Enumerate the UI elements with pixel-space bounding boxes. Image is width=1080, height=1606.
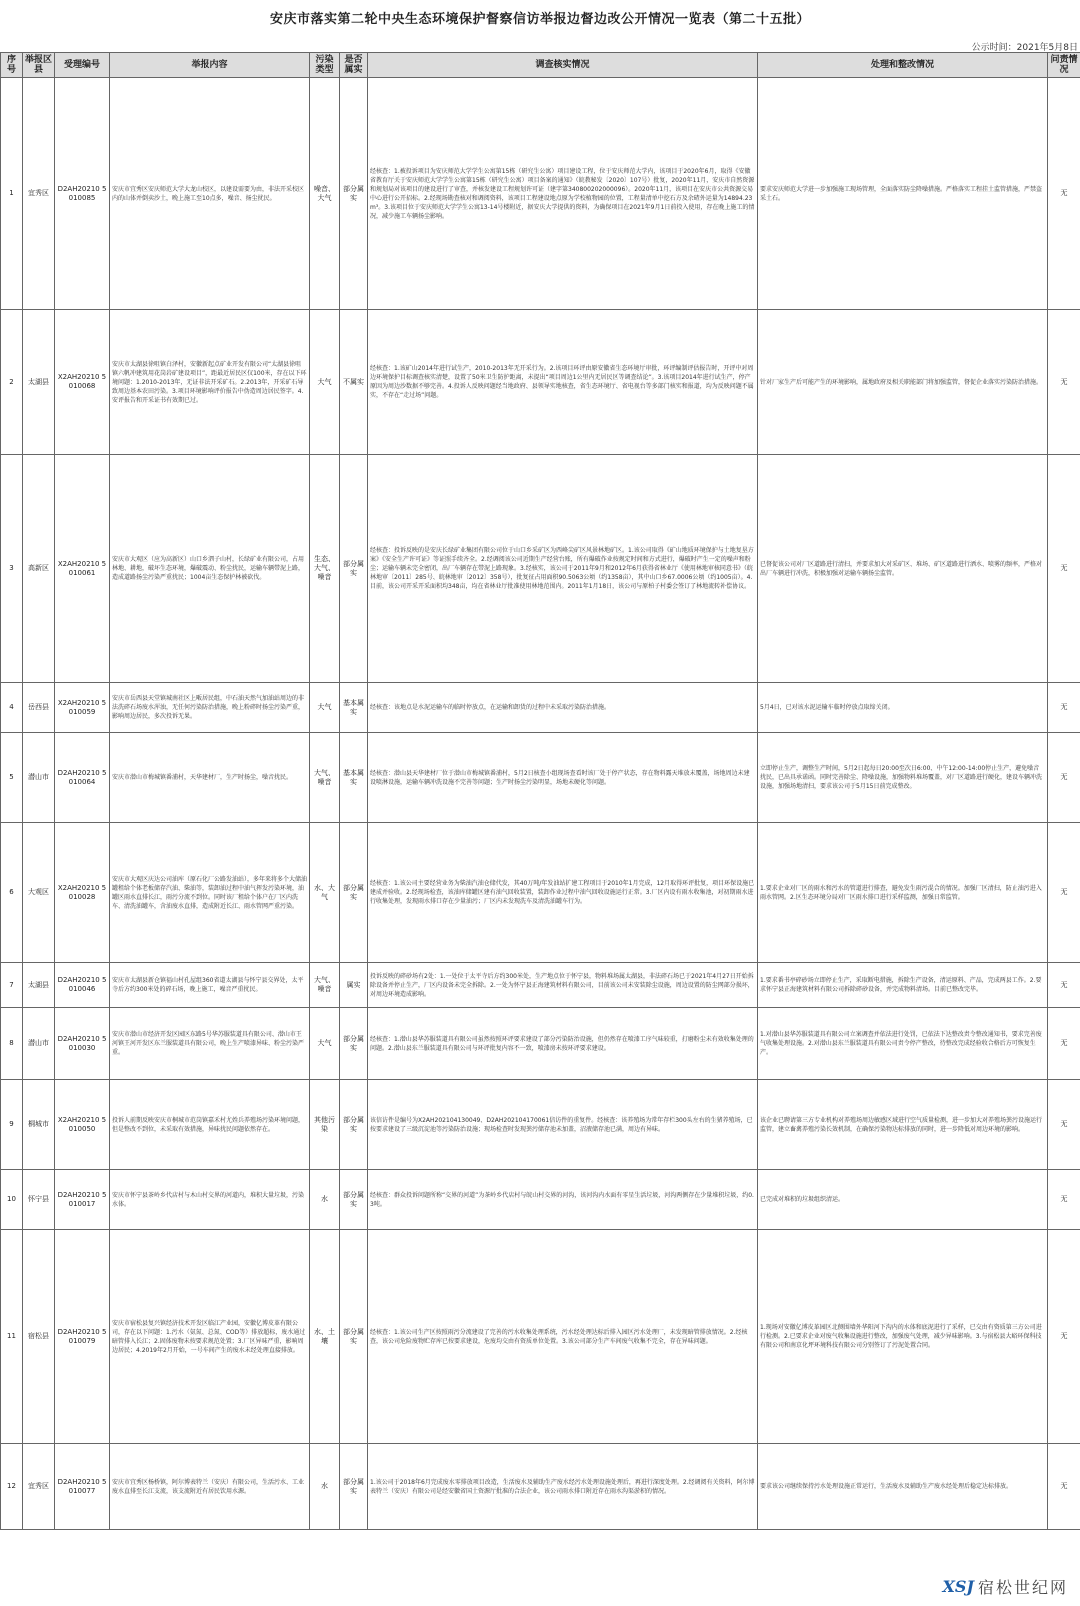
row-survey: 经核查：1.潜山县华苏服装道具有限公司虽然按照环评要求建设了部分污染防治设施，但仍然存在喷漆工序气味较重，打磨粉尘未有效收集处理的问题。2.潜山县东兰服装道具有限公司与环评批复内容不一致，喷漆房未按环评要求建设。 — [368, 1008, 758, 1080]
row-content: 安庆市宜秀区安庆师范大学大龙山校区，以建设需要为由，非法开采校区内的山体并倒卖沙土，晚上施工至10点多，噪音、扬尘扰民。 — [110, 78, 310, 310]
row-content: 安庆市岳西县天堂镇城南社区上畈居民组，中石油天然气加油站周边的非法洗碎石场废水浑浊，无任何污染防治措施，晚上粉碎时扬尘污染严重，影响周边居民，多次投诉无果。 — [110, 683, 310, 733]
row-survey: 该信访件是编号为X2AH202104130049、D2AH202104170061信访件的重复件。经核查：该养殖场为常年存栏300头左右的生猪养殖场，已按要求建设了三级沉淀池等污染防治设施；现场检查时发现粪污储存池未加盖，沼液储存池已满，周边有异味。 — [368, 1080, 758, 1170]
row-pollution-type: 水、土壤 — [310, 1230, 340, 1444]
row-pollution-type: 水 — [310, 1170, 340, 1230]
row-district: 高新区 — [23, 455, 55, 683]
row-code: X2AH20210 5010068 — [55, 310, 110, 455]
row-is-true: 部分属实 — [340, 1080, 368, 1170]
header-type: 污染类型 — [310, 53, 340, 78]
row-accountability: 无 — [1048, 1170, 1080, 1230]
row-content: 安庆市大观区庆达公司油库（原石化厂公路发油站），多年来将多个大储油罐租给个体老板储存汽油、柴油等，装卸油过程中油气挥发污染环境，油罐区雨水直排长江，雨污分流不到位。同时该厂租给个体户在厂区内洗车、清洗油罐车，含油废水直排，造成附近长江、雨水管网严重污染。 — [110, 823, 310, 963]
row-result: 已完成对堆积的垃圾组织清运。 — [758, 1170, 1048, 1230]
row-result: 1.要求番书亭碎砂场立即停止生产，采取断电措施，拆除生产设备，清运原料、产品，完成两县工作。2.要求怀宁县正海建筑材料有限公司拆除碎砂设备，并完成物料清场。目前已整改完毕。 — [758, 963, 1048, 1008]
row-accountability: 无 — [1048, 1008, 1080, 1080]
row-survey: 经核查：1.被投诉项目为安庆师范大学学生公寓第15栋（研究生公寓）项目建设工程，位于安庆师范大学内，该项目于2020年6月，取得《安徽省教育厅关于安庆师范大学学生公寓第15栋（研究生公寓）项目备案的通知》（皖教秘发〔2020〕107号）批复，2020年11月，安庆市自然资源和规划局对该项目的建设进行了审查，并核发建设工程规划许可证（建字第340800202000096）。2020年11月，该项目在安庆市公共资源交易中心进行公开招标。2.经现场勘查核对和调阅资料，该项目工程建设地点原为学校植物园的位置，工程量清单中挖石方及余碴外运量为14894.23m³。3.该项目位于安庆师范大学学生公寓13-14号楼附近，据安庆大学提供的资料，为确保项目在2021年9月1日前投入使用，存在晚上施工的情况，减少施工车辆扬尘影响。 — [368, 78, 758, 310]
row-survey: 经核查：潜山县天华建材厂位于潜山市梅城镇番浦村，5月2日核查小组现场查看时该厂处于停产状态，存在物料露天堆放未覆盖，场地周边未建设喷淋设施，运输车辆冲洗设施不完善等问题；生产时扬尘污染明显，场地未硬化等问题。 — [368, 733, 758, 823]
row-code: D2AH20210 5010079 — [55, 1230, 110, 1444]
header-result: 处理和整改情况 — [758, 53, 1048, 78]
row-pollution-type: 大气、噪音 — [310, 963, 340, 1008]
row-is-true: 部分属实 — [340, 1444, 368, 1530]
row-number: 5 — [1, 733, 23, 823]
row-district: 宿松县 — [23, 1230, 55, 1444]
row-is-true: 不属实 — [340, 310, 368, 455]
row-number: 7 — [1, 963, 23, 1008]
row-result: 立即停止生产，调整生产时间，5月2日起每日20:00至次日6:00、中午12:00-14:00停止生产，避免噪音扰民，已出具承诺函。同时完善除尘、降噪设施，加强物料堆场覆盖，对厂区道路进行硬化，建设车辆冲洗设施，加强场地清扫，要求该公司于5月15日前完成整改。 — [758, 733, 1048, 823]
row-accountability: 无 — [1048, 683, 1080, 733]
row-content: 安庆市宜秀区杨桥镇，阿尔博表特兰（安庆）有限公司，生活污水、工业废水直排至长江支流，该支流附近有居民饮用水源。 — [110, 1444, 310, 1530]
row-is-true: 部分属实 — [340, 78, 368, 310]
row-content: 安庆市潜山市经济开发区园区东路5号华苏服装道具有限公司、潜山市王河镇王河开发区东兰服装道具有限公司，晚上生产喷漆异味、粉尘污染严重。 — [110, 1008, 310, 1080]
row-district: 桐城市 — [23, 1080, 55, 1170]
table-row — [1, 683, 1080, 733]
page-title: 安庆市落实第二轮中央生态环境保护督察信访举报边督边改公开情况一览表（第二十五批） — [269, 12, 810, 27]
row-survey: 经核查：群众投诉问题所称“交界的河道”为茶岭乡代店村与皖山村交界的河沟，该河沟内水面有零星生活垃圾，河沟两侧存在少量堆积垃圾，约0.3吨。 — [368, 1170, 758, 1230]
row-survey: 经核查：1.该矿山2014年进行试生产，2010-2013年无开采行为。2.该项目环评由原安徽省生态环境厅审批，环评编制评估报告时，开评中对周边环境保护目标调查核实清楚，设置了50米卫生防护距离，未提出“项目周边1公里内无居民区等调查结论”。3.该项目2014年进行试生产，停产原因为周边沙数据不够完善。4.投诉人反映问题经当地政府、县领导实地核查，省生态环境厅、省电视台等多部门核实和报道，均为反映问题不属实，不存在“走过场”问题。 — [368, 310, 758, 455]
row-code: X2AH20210 5010061 — [55, 455, 110, 683]
row-result: 5月4日，已对该水泥运输车临时停放点取缔关闭。 — [758, 683, 1048, 733]
row-survey: 经核查：1.该公司主要经营业务为柴油汽油仓储代发，其40万吨/年发油站扩建工程项目于2010年1月完成，12月取得环评批复，项目环保设施已建成并验收。2.经现场检查，该油库储罐区建有油气回收装置，装卸作业过程中油气回收设施运行正常。3.厂区内设有雨水收集池，对初期雨水进行收集处理，发现雨水排口存在少量油污；厂区内未发现洗车及清洗油罐车行为。 — [368, 823, 758, 963]
row-accountability: 无 — [1048, 1080, 1080, 1170]
row-result: 1.对潜山县华苏服装道具有限公司立案调查并依法进行处罚，已依法下达整改责令整改通知书，要求完善废气收集处理设施。2.对潜山县东兰服装道具有限公司责令停产整改，待整改完成经验收合格后方可恢复生产。 — [758, 1008, 1048, 1080]
table-header-row — [1, 53, 1080, 78]
row-district: 太湖县 — [23, 963, 55, 1008]
row-number: 2 — [1, 310, 23, 455]
row-code: X2AH20210 5010050 — [55, 1080, 110, 1170]
row-number: 4 — [1, 683, 23, 733]
row-number: 8 — [1, 1008, 23, 1080]
row-pollution-type: 噪音、大气 — [310, 78, 340, 310]
row-is-true: 基本属实 — [340, 733, 368, 823]
table-row — [1, 1444, 1080, 1530]
row-content: 安庆市潜山市梅城镇番浦村，天华建材厂，生产时扬尘，噪音扰民。 — [110, 733, 310, 823]
row-is-true: 部分属实 — [340, 1008, 368, 1080]
row-code: D2AH20210 5010017 — [55, 1170, 110, 1230]
row-district: 宜秀区 — [23, 78, 55, 310]
row-content: 安庆市太湖县新仓镇福山村孔屋组360省道太湖县与怀宁县交界处，太平寺后方约300米处的碎石场，晚上施工，噪音严重扰民。 — [110, 963, 310, 1008]
row-content: 安庆市大观区（应为高新区）山口乡泗子山村，长绿矿业有限公司，占用林地、耕地，破坏生态环境，爆破震动、粉尘扰民，运输车辆带泥上路，造成道路扬尘污染严重扰民；1004亩生态保护林被砍伐。 — [110, 455, 310, 683]
row-is-true: 属实 — [340, 963, 368, 1008]
row-pollution-type: 生态、大气、噪音 — [310, 455, 340, 683]
row-pollution-type: 其他污染 — [310, 1080, 340, 1170]
table-row — [1, 310, 1080, 455]
table-row — [1, 455, 1080, 683]
row-code: D2AH20210 5010046 — [55, 963, 110, 1008]
row-result: 已督促该公司对厂区道路进行清扫，并要求加大对采矿区、堆场、矿区道路进行洒水、喷雾的频率，严格对出厂车辆进行冲洗，积极加强对运输车辆扬尘监管。 — [758, 455, 1048, 683]
row-code: D2AH20210 5010085 — [55, 78, 110, 310]
row-survey: 1.该公司于2018年6月完成废水零排放项目改造，生活废水及辅助生产废水经污水处理设施处理后，再进行深度处理。2.经调阅有关资料，阿尔博表特兰（安庆）有限公司是经安徽省国土资源厅批准的合法企业，该公司雨水排口附近存在雨水沟渠淤积的情况。 — [368, 1444, 758, 1530]
row-district: 潜山市 — [23, 733, 55, 823]
row-survey: 经核查：该地点是水泥运输车的临时停放点，在运输和卸货的过程中未采取污染防治措施。 — [368, 683, 758, 733]
row-number: 10 — [1, 1170, 23, 1230]
row-result: 1.要求企业对厂区的雨水和污水的管道进行排查，避免发生雨污混合的情况。加强厂区清扫，防止油污进入雨水管网。2.区生态环境分局对厂区雨水排口进行采样监测，加强日常监管。 — [758, 823, 1048, 963]
table-row — [1, 1008, 1080, 1080]
row-code: D2AH20210 5010077 — [55, 1444, 110, 1530]
row-content: 投诉人前期反映安庆市桐城市范岗镇嘉禾村尤姓兵养殖场污染环境问题，但是整改不到位，未采取有效措施，异味扰民问题依然存在。 — [110, 1080, 310, 1170]
header-fact: 是否属实 — [340, 53, 368, 78]
row-district: 岳西县 — [23, 683, 55, 733]
header-no: 序号 — [1, 53, 23, 78]
row-number: 11 — [1, 1230, 23, 1444]
table-row — [1, 823, 1080, 963]
row-district: 潜山市 — [23, 1008, 55, 1080]
row-survey: 经核查：投诉反映的是安庆长绿矿业集团有限公司位于山口乡采矿区为西峰尖矿区风景林地矿区。1.该公司取得《矿山地质环境保护与土地复垦方案》《安全生产许可证》等证照手续齐全。2.经调阅该公司近期生产经营台账，所有爆破作业按规定时间和方式进行，爆破时产生一定的噪声和粉尘；运输车辆未完全密闭，出厂车辆存在带泥上路现象。3.经核实，该公司于2011年9月和2012年6月获得省林业厅《使用林地审核同意书》（皖林地审〔2011〕285号、皖林地审〔2012〕358号），批复征占用面积90.5063公顷（约1358亩），其中山口乡67.0006公顷（约1005亩）。4.目前，该公司开采开采面积均348亩，均在省林业厅批准使用林地范围内。2011年1月18日，该公司与原柏子村委会签订了林地流转补偿协议。 — [368, 455, 758, 683]
row-pollution-type: 大气 — [310, 1008, 340, 1080]
site-watermark — [938, 1573, 1072, 1600]
row-number: 9 — [1, 1080, 23, 1170]
row-pollution-type: 大气 — [310, 310, 340, 455]
row-code: D2AH20210 5010064 — [55, 733, 110, 823]
row-accountability: 无 — [1048, 733, 1080, 823]
row-is-true: 部分属实 — [340, 455, 368, 683]
row-accountability: 无 — [1048, 310, 1080, 455]
watermark-text: 宿松世纪网 — [977, 1578, 1068, 1597]
row-number: 3 — [1, 455, 23, 683]
row-content: 安庆市太湖县徐咀镇白泽村，安徽新起点矿业开发有限公司“太湖县徐咀镇六帆冲建筑用花岗岩矿建设项目”，距最近居民区仅100米，存在以下环境问题：1.2010-2013年，无证非法开采矿石。2.2013年，开采矿石导致周边基本农田污染。3.项目环境影响评价报告中伪造周边居民签字。4.安评报告和开采证书有效期已过。 — [110, 310, 310, 455]
row-pollution-type: 大气、噪音 — [310, 733, 340, 823]
row-result: 要求该公司继续保持污水处理设施正常运行，生活废水及辅助生产废水经处理后稳定达标排放。 — [758, 1444, 1048, 1530]
row-content: 安庆市怀宁县茶岭乡代店村与木山村交界的河道内，堆积大量垃圾，污染水体。 — [110, 1170, 310, 1230]
table-row — [1, 963, 1080, 1008]
disclosure-table — [0, 52, 1080, 1530]
row-result: 该企业已聘请第三方专业机构对养殖场周边敏感区域进行空气质量检测，进一步加大对养殖场粪污设施运行监管，建立畜禽养殖污染长效机制，在确保污染物达标排放的同时，进一步降低对周边环境的影响。 — [758, 1080, 1048, 1170]
row-pollution-type: 大气 — [310, 683, 340, 733]
row-result: 要求安庆师范大学进一步加强施工现场管理，全面落实防尘降噪措施。严格落实工程挂土监管措施，严禁盗采土石。 — [758, 78, 1048, 310]
header-content: 举报内容 — [110, 53, 310, 78]
row-number: 1 — [1, 78, 23, 310]
table-row — [1, 78, 1080, 310]
header-code: 受理编号 — [55, 53, 110, 78]
row-is-true: 基本属实 — [340, 683, 368, 733]
row-pollution-type: 水 — [310, 1444, 340, 1530]
row-accountability: 无 — [1048, 455, 1080, 683]
row-number: 12 — [1, 1444, 23, 1530]
row-accountability: 无 — [1048, 1444, 1080, 1530]
table-row — [1, 733, 1080, 823]
header-survey: 调查核实情况 — [368, 53, 758, 78]
row-district: 怀宁县 — [23, 1170, 55, 1230]
row-content: 安庆市宿松县复兴镇经济技术开发区临江产业园，安徽亿博皮革有限公司，存在以下问题：1.污水（氨氮、总氮、COD等）排放超标，废水通过暗管排入长江；2.固体废物未按要求规范处置；3.厂区异味严重，影响周边居民；4.2019年2月开始，一号车间产生的废水未经处理直接排放。 — [110, 1230, 310, 1444]
row-survey: 经核查：1.该公司生产区按照雨污分流建设了完善的污水收集处理系统，污水经处理达标后排入园区污水处理厂，未发现暗管排放情况。2.经核查，该公司危险废物贮存库已按要求建设，危废均交由有资质单位处置。3.该公司部分生产车间废气收集不完全，存在异味问题。 — [368, 1230, 758, 1444]
row-accountability: 无 — [1048, 823, 1080, 963]
row-is-true: 部分属实 — [340, 1170, 368, 1230]
row-code: X2AH20210 5010059 — [55, 683, 110, 733]
row-number: 6 — [1, 823, 23, 963]
row-accountability: 无 — [1048, 78, 1080, 310]
row-result: 1.现场对安徽亿博皮革园区北侧围墙外华阳河下沟内的水体和底泥进行了采样，已交由有资质第三方公司进行检测。2.已要求企业对废气收集设施进行整改，加强废气处理，减少异味影响。3.与宿松县大峪环保科技有限公司和南京化坪环境科技有限公司分别签订了污泥处置合同。 — [758, 1230, 1048, 1444]
row-code: X2AH20210 5010028 — [55, 823, 110, 963]
table-row — [1, 1230, 1080, 1444]
row-is-true: 部分属实 — [340, 1230, 368, 1444]
table-row — [1, 1080, 1080, 1170]
row-is-true: 部分属实 — [340, 823, 368, 963]
header-account: 问责情况 — [1048, 53, 1080, 78]
row-district: 大观区 — [23, 823, 55, 963]
row-district: 宜秀区 — [23, 1444, 55, 1530]
row-result: 针对厂家生产后可能产生的环境影响，属地政府及相关职能部门将加强监管，督促企业落实污染防治措施。 — [758, 310, 1048, 455]
row-pollution-type: 水、大气 — [310, 823, 340, 963]
row-survey: 投诉反映的碎砂场有2处：1.一处位于太平寺后方约300米处，生产地点位于怀宁县，物料堆场属太湖县，非法碎石场已于2021年4月27日开始拆除设备并停止生产，厂区内设备未完全拆除。2.一处为怀宁县正海建筑材料有限公司，目前该公司未安装除尘设施，周边设置的防尘网部分损坏，对周边环境造成影响。 — [368, 963, 758, 1008]
row-accountability: 无 — [1048, 963, 1080, 1008]
row-district: 太湖县 — [23, 310, 55, 455]
row-accountability: 无 — [1048, 1230, 1080, 1444]
publish-time: 公示时间：2021年5月8日 — [971, 43, 1078, 53]
table-row — [1, 1170, 1080, 1230]
header-district: 举报区县 — [23, 53, 55, 78]
row-code: D2AH20210 5010030 — [55, 1008, 110, 1080]
watermark-logo: XSJ — [942, 1577, 974, 1596]
